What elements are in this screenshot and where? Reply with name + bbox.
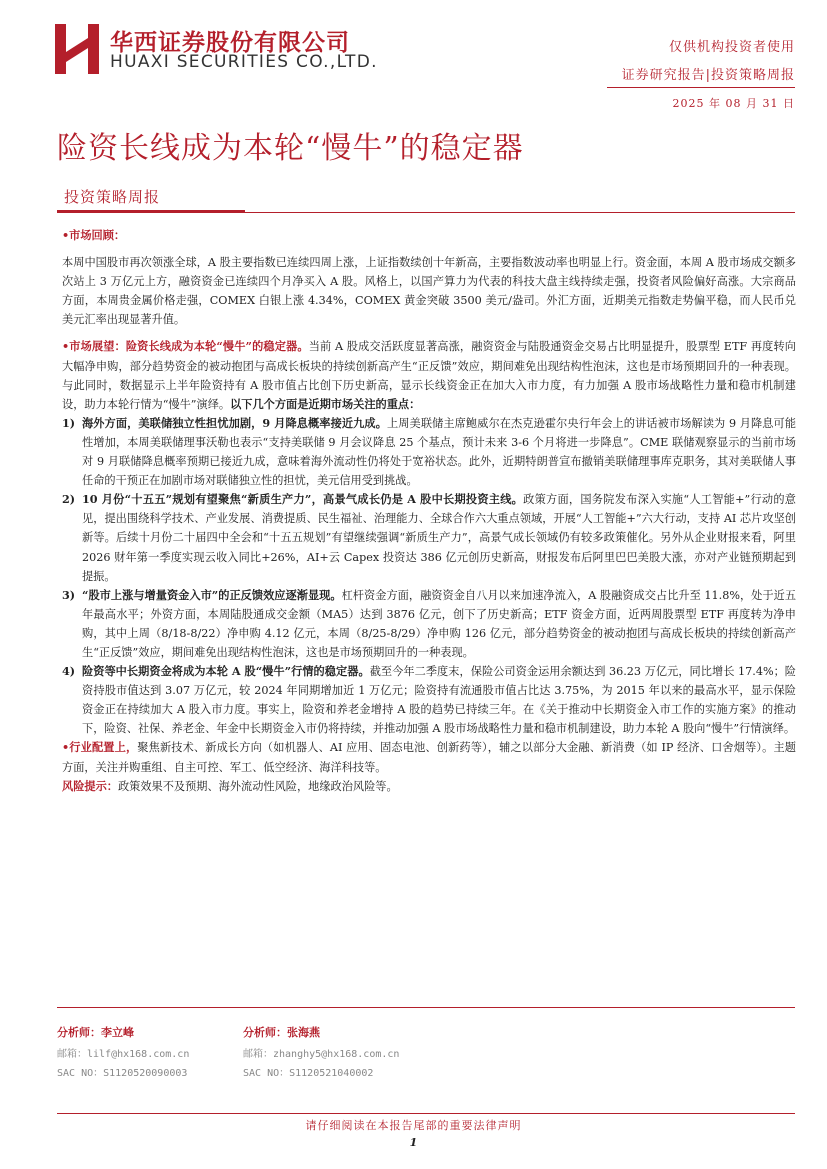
company-name-cn: 华西证券股份有限公司 — [110, 30, 350, 56]
market-outlook-paragraph — [62, 337, 796, 413]
report-category: 证券研究报告|投资策略周报 — [621, 68, 795, 83]
market-outlook-text: 当前 A 股成交活跃度显著高涨，融资资金与陆股通资金交易占比明显提升，股票型 ETF 再度转向大幅净申购，部分趋势资金的被动抱团与高成长板块的持续创新高产生“正反馈”效应，期间难免出现结构性泡沫，这也是市场预期回升的一种表现。与此同时，数据显示上半年险资持有 A 股市值占比创下历史新高，显示长线资金正在加大入市力度，有力加强 A 股市场战略性力量和稳市机制建设，助力本轮行情为“慢牛”演绎。 — [62, 340, 796, 411]
analyst-divider — [57, 1007, 795, 1008]
focus-item: 2) 10 月份“十五五”规划有望聚焦“新质生产力”，高景气成长仍是 A 股中长期投资主线。政策方面，国务院发布深入实施“人工智能+”行动的意见，提出围绕科学技术、产业发展、消费提质、民生福祉、治理能力、全球合作六大重点领域，开展“人工智能+”六大行动，支持 AI 芯片攻坚创新等。后续十月份二十届四中全会和“十五五规划”有望继续强调“新质生产力”，高景气成长领域仍有较多政策催化。另外从企业财报来看，阿里 2026 财年第一季度实现云收入同比+26%，AI+云 Capex 投资达 386 亿元创历史新高，财报发布后阿里巴巴美股大涨，亦对产业链预期起到提振。 — [62, 492, 796, 583]
huaxi-logo-icon — [55, 24, 99, 74]
focus-item-text: 政策方面，国务院发布深入实施“人工智能+”行动的意见，提出围绕科学技术、产业发展、消费提质、民生福祉、治理能力、全球合作六大重点领域，开展“人工智能+”六大行动，支持 AI 芯片攻坚创新等。后续十月份二十届四中全会和“十五五规划”有望继续强调“新质生产力”，高景气成长领域仍有较多政策催化。另外从企业财报来看，阿里 2026 财年第一季度实现云收入同比+26%，AI+云 Capex 投资达 386 亿元创历史新高，财报发布后阿里巴巴美股大涨，亦对产业链预期起到提振。 — [82, 493, 796, 583]
focus-item-lead: “股市上涨与增量资金入市”的正反馈效应逐渐显现。 — [82, 587, 342, 602]
page-number: 1 — [409, 1136, 418, 1149]
report-date: 2025 年 08 月 31 日 — [672, 97, 795, 110]
bullet-icon: • — [62, 228, 70, 242]
analyst-email[interactable]: 邮箱：zhanghy5@hx168.com.cn — [243, 1049, 400, 1060]
legal-disclaimer-link[interactable]: 请仔细阅读在本报告尾部的重要法律声明 — [305, 1119, 522, 1132]
bullet-icon: • — [62, 339, 70, 354]
focus-item: 1) 海外方面，美联储独立性担忧加剧，9 月降息概率接近九成。上周美联储主席鲍威尔在杰克逊霍尔央行年会上的讲话被市场解读为 9 月降息可能性增加，本周美联储理事沃勒也表示“支持美联储 9 月会议降息 25 个基点，预计未来 3-6 个月将进一步降息”。CME 联储观察显示的当前市场对 9 月联储降息概率预期已接近九成，意味着海外流动性仍将处于宽裕状态。此外，近期特朗普宣布撤销美联储理事库克职务，其对美联储人事任命的干预正在加剧市场对联储独立性的担忧，美元信用受到挑战。 — [62, 415, 797, 488]
analyst-sac: SAC NO：S1120521040002 — [243, 1068, 374, 1079]
title-rule-thin — [245, 212, 795, 213]
bullet-icon: • — [62, 740, 70, 755]
focus-item-text: 杠杆资金方面，融资资金自八月以来加速净流入，A 股融资成交占比升至 11.8%，处于近五年最高水平；外资方面，本周陆股通成交金额（MA5）达到 3876 亿元，创下了历史新高；ETF 资金方面，近两周股票型 ETF 再度转为净申购，其中上周（8/18-8/22）净申购 4.12 亿元，本周（8/25-8/29）净申购 126 亿元，部分趋势资金的被动抱团与高成长板块的持续创新高产生“正反馈”效应，期间难免出现结构性泡沫，这也是市场预期回升的一种表现。 — [82, 588, 797, 659]
industry-allocation: •行业配置上，聚焦新技术、新成长方向（如机器人、AI 应用、固态电池、创新药等），辅之以部分大金融、新消费（如 IP 经济、口舍烟等）。主题方面，关注并购重组、自主可控、军工、低空经济、海洋科技等。 — [62, 740, 796, 774]
market-outlook-heading: 市场展望：险资长线成为本轮“慢牛”的稳定器。 — [69, 339, 309, 354]
focus-item-text: 截至今年二季度末，保险公司资金运用余额达到 36.23 万亿元，同比增长 17.4%；险资持股市值达到 3.07 万亿元，较 2024 年同期增加近 1 万亿元；险资持有流通股市值占比达 3.75%，为 2015 年以来的最高水平，显示保险资金正在持续加大 A 股入市力度。事实上，险资和养老金增持 A 股的趋势已持续三年。在《关于推动中长期资金入市工作的实施方案》的推动下，险资、社保、养老金、年金中长期资金入市仍将持续，并推动加强 A 股市场战略性力量和稳市机制建设，助力本轮 A 股向“慢牛”行情演绎。 — [82, 665, 796, 736]
audience-note: 仅供机构投资者使用 — [668, 40, 795, 55]
analyst-name: 分析师：张海燕 — [243, 1026, 320, 1039]
report-body — [62, 226, 796, 796]
focus-item-lead: 海外方面，美联储独立性担忧加剧，9 月降息概率接近九成。 — [82, 415, 387, 430]
footer-divider — [57, 1113, 795, 1114]
focus-item-text: 上周美联储主席鲍威尔在杰克逊霍尔央行年会上的讲话被市场解读为 9 月降息可能性增加，本周美联储理事沃勒也表示“支持美联储 9 月会议降息 25 个基点，预计未来 3-6 个月将进一步降息”。CME 联储观察显示的当前市场对 9 月联储降息概率预期已接近九成，意味着海外流动性仍将处于宽裕状态。此外，近期特朗普宣布撤销美联储理事库克职务，其对美联储人事任命的干预正在加剧市场对联储独立性的担忧，美元信用受到挑战。 — [82, 416, 797, 488]
page-title: 险资长线成为本轮“慢牛”的稳定器 — [57, 131, 524, 166]
analyst-sac: SAC NO：S1120520090003 — [57, 1068, 188, 1079]
focus-item-lead: 险资等中长期资金将成为本轮 A 股“慢牛”行情的稳定器。 — [82, 664, 370, 679]
header-divider — [607, 87, 795, 88]
market-review-text: 本周中国股市再次领涨全球，A 股主要指数已连续四周上涨，上证指数续创十年新高，主要指数波动率也明显上行。资金面，本周 A 股市场成交额多次站上 3 万亿元上方，融资资金已连续四个月净买入 A 股。风格上，以国产算力为代表的科技大盘主线持续走强，投资者风险偏好高涨。大宗商品方面，本周贵金属价格走强，COMEX 白银上涨 4.34%，COMEX 黄金突破 3500 美元/盎司。外汇方面，近期美元指数走势偏平稳，而人民币兑美元汇率出现显著升值。 — [62, 256, 796, 327]
market-outlook-tail: 以下几个方面是近期市场关注的重点： — [230, 396, 421, 411]
focus-item: 4) 险资等中长期资金将成为本轮 A 股“慢牛”行情的稳定器。截至今年二季度末，保险公司资金运用余额达到 36.23 万亿元，同比增长 17.4%；险资持股市值达到 3.07 万亿元，较 2024 年同期增加近 1 万亿元；险资持有流通股市值占比达 3.75%，为 2015 年以来的最高水平，显示保险资金正在持续加大 A 股入市力度。事实上，险资和养老金增持 A 股的趋势已持续三年。在《关于推动中长期资金入市工作的实施方案》的推动下，险资、社保、养老金、年金中长期资金入市仍将持续，并推动加强 A 股市场战略性力量和稳市机制建设，助力本轮 A 股向“慢牛”行情演绎。 — [62, 664, 796, 736]
risk-warning: 风险提示：政策效果不及预期、海外流动性风险，地缘政治风险等。 — [62, 778, 398, 793]
title-rule — [57, 210, 245, 213]
company-name-en: HUAXI SECURITIES CO.,LTD. — [110, 52, 378, 72]
analyst-email[interactable]: 邮箱：lilf@hx168.com.cn — [57, 1049, 190, 1060]
focus-item: 3) “股市上涨与增量资金入市”的正反馈效应逐渐显现。杠杆资金方面，融资资金自八月以来加速净流入，A 股融资成交占比升至 11.8%，处于近五年最高水平；外资方面，本周陆股通成交金额（MA5）达到 3876 亿元，创下了历史新高；ETF 资金方面，近两周股票型 ETF 再度转为净申购，其中上周（8/18-8/22）净申购 4.12 亿元，本周（8/25-8/29）净申购 126 亿元，部分趋势资金的被动抱团与高成长板块的持续创新高产生“正反馈”效应，期间难免出现结构性泡沫，这也是市场预期回升的一种表现。 — [62, 587, 797, 659]
report-subtitle: 投资策略周报 — [64, 188, 161, 206]
focus-item-lead: 10 月份“十五五”规划有望聚焦“新质生产力”，高景气成长仍是 A 股中长期投资主线。 — [82, 492, 524, 507]
market-review-heading: •市场回顾： — [62, 228, 126, 242]
analyst-name: 分析师：李立峰 — [57, 1026, 134, 1039]
